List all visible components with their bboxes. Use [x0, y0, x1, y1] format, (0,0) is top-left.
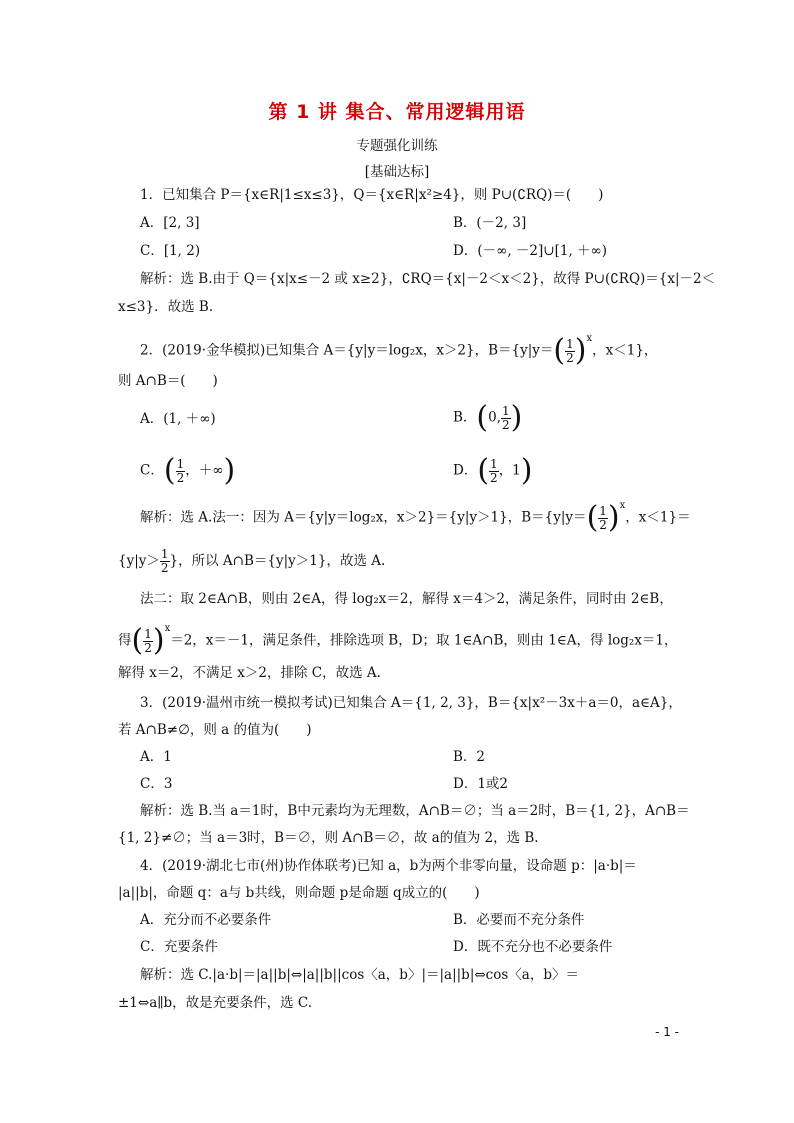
q2-stem-line1	[140, 333, 658, 368]
exponent: x	[619, 500, 626, 511]
q1-option-c: C．[1, 2)	[140, 243, 201, 259]
q2-solution-text-end: ＝2，x＝－1，满足条件，排除选项 B，D；取 1∈A∩B，则由 1∈A，得 log₂x＝1，	[170, 632, 678, 649]
q2-option-a: A．(1, ＋∞)	[140, 411, 216, 427]
fraction	[176, 458, 186, 485]
q2-solution-text-end: ，x＜1}＝	[625, 509, 691, 526]
q2-option-c	[140, 453, 236, 488]
q2-stem-text-end: ，x＜1}，	[592, 342, 658, 359]
q2-option-b	[453, 400, 523, 435]
q3-solution-line2: {1, 2}≠∅；当 a＝3时，B＝∅，则 A∩B＝∅，故 a的值为 2，选 B.	[118, 830, 539, 846]
q1-option-a: A．[2, 3]	[140, 215, 200, 231]
paren-right: )	[510, 400, 523, 435]
q4-option-d: D．既不充分也不必要条件	[453, 939, 613, 955]
fraction-numerator: 1	[490, 456, 498, 471]
q2-solution-line1	[140, 500, 691, 535]
paren-right: )	[607, 500, 620, 535]
fraction-numerator: 1	[566, 336, 574, 351]
exponent: x	[164, 623, 171, 634]
fraction	[143, 628, 153, 655]
fraction-denominator: 2	[160, 561, 169, 575]
q2-solution-line4	[118, 623, 678, 658]
fraction-numerator: 1	[599, 503, 607, 518]
page-title: 第 1 讲 集合、常用逻辑用语	[268, 101, 526, 123]
fraction-denominator: 2	[144, 640, 152, 655]
q4-option-a: A．充分而不必要条件	[140, 912, 272, 928]
option-label: C．	[140, 462, 164, 479]
q4-solution-line1: 解析：选 C.|a·b|＝|a||b|⇔|a||b||cos〈a，b〉|＝|a||b|⇔cos〈a，b〉＝	[140, 967, 579, 983]
paren-right: )	[520, 453, 533, 488]
q4-option-b: B．必要而不充分条件	[453, 912, 585, 928]
page-number: - 1 -	[655, 1025, 679, 1039]
fraction-numerator: 1	[176, 456, 185, 471]
option-label: D．	[453, 462, 478, 479]
paren-right: )	[152, 623, 165, 658]
paren-left: (	[131, 623, 144, 658]
exponent: x	[586, 333, 593, 344]
fraction-denominator: 2	[490, 470, 498, 485]
q2-solution-text: 解析：选 A.法一：因为 A＝{y|y＝log₂x，x＞2}＝{y|y＞1}，B＝{y|y＝	[140, 509, 587, 526]
section-heading: [基础达标]	[364, 164, 430, 180]
q1-solution-line2: x≤3}．故选 B.	[118, 299, 214, 315]
q2-stem-line2: 则 A∩B＝( )	[118, 373, 218, 389]
q2-solution-line3: 法二：取 2∈A∩B，则由 2∈A，得 log₂x＝2，解得 x＝4＞2，满足条件，同时由 2∈B，	[140, 591, 673, 607]
paren-left: (	[586, 500, 599, 535]
fraction-numerator: 1	[502, 403, 510, 418]
q2-solution-line2	[118, 548, 385, 575]
q4-option-c: C．充要条件	[140, 939, 218, 955]
paren-left: (	[163, 453, 176, 488]
fraction	[489, 458, 499, 485]
q3-option-d: D．1或2	[453, 776, 509, 792]
page-subtitle: 专题强化训练	[356, 138, 438, 154]
q1-stem: 1．已知集合 P＝{x∈R|1≤x≤3}，Q＝{x∈R|x²≥4}，则 P∪(∁RQ)＝( )	[140, 187, 604, 203]
paren-left: (	[553, 333, 566, 368]
fraction	[501, 405, 511, 432]
paren-left: (	[477, 453, 490, 488]
q3-option-a: A．1	[140, 749, 172, 765]
fraction-denominator: 2	[566, 350, 574, 365]
q3-stem-line2: 若 A∩B≠∅，则 a 的值为( )	[118, 722, 312, 738]
interval-right: ，1	[498, 462, 521, 479]
q2-stem-text: 2．(2019·金华模拟)已知集合 A＝{y|y＝log₂x，x＞2}，B＝{y|y＝	[140, 342, 554, 359]
fraction-numerator: 1	[160, 547, 169, 561]
q1-solution-line1: 解析：选 B.由于 Q＝{x|x≤－2 或 x≥2}，∁RQ＝{x|－2＜x＜2}，故得 P∪(∁RQ)＝{x|－2＜	[140, 271, 716, 287]
fraction	[160, 548, 170, 575]
q4-stem-line1: 4．(2019·湖北七市(州)协作体联考)已知 a，b为两个非零向量，设命题 p：|a·b|＝	[140, 858, 637, 874]
q1-option-b: B．(－2, 3]	[453, 215, 527, 231]
q3-solution-line1: 解析：选 B.当 a＝1时，B中元素均为无理数，A∩B＝∅；当 a＝2时，B＝{1, 2}，A∩B＝	[140, 803, 690, 819]
q2-solution-line5: 解得 x＝2，不满足 x＞2，排除 C，故选 A.	[118, 665, 381, 681]
fraction-denominator: 2	[502, 417, 510, 432]
fraction-denominator: 2	[176, 470, 185, 485]
fraction-numerator: 1	[144, 626, 152, 641]
q2-solution-text: 得	[118, 632, 132, 649]
fraction	[565, 338, 575, 365]
paren-left: (	[476, 400, 489, 435]
paren-right: )	[574, 333, 587, 368]
q3-option-b: B．2	[453, 749, 486, 765]
q1-option-d: D．(－∞, －2]∪[1, ＋∞)	[453, 243, 608, 259]
option-label: B．	[453, 409, 477, 426]
q3-option-c: C．3	[140, 776, 173, 792]
q2-solution-text: {y|y＞	[118, 553, 160, 569]
q3-stem-line1: 3．(2019·温州市统一模拟考试)已知集合 A＝{1, 2, 3}，B＝{x|x²－3x＋a＝0，a∈A}，	[140, 695, 682, 711]
fraction-denominator: 2	[599, 517, 607, 532]
q4-solution-line2: ±1⇔a∥b，故是充要条件，选 C.	[118, 995, 313, 1011]
paren-right: )	[223, 453, 236, 488]
interval-right: ，＋∞	[185, 462, 224, 479]
interval-left: 0,	[488, 409, 502, 426]
q2-option-d	[453, 453, 533, 488]
q2-solution-text-end: }，所以 A∩B＝{y|y＞1}，故选 A.	[169, 553, 386, 569]
fraction	[598, 505, 608, 532]
q4-stem-line2: |a||b|，命题 q：a与 b共线，则命题 p是命题 q成立的( )	[118, 885, 480, 901]
